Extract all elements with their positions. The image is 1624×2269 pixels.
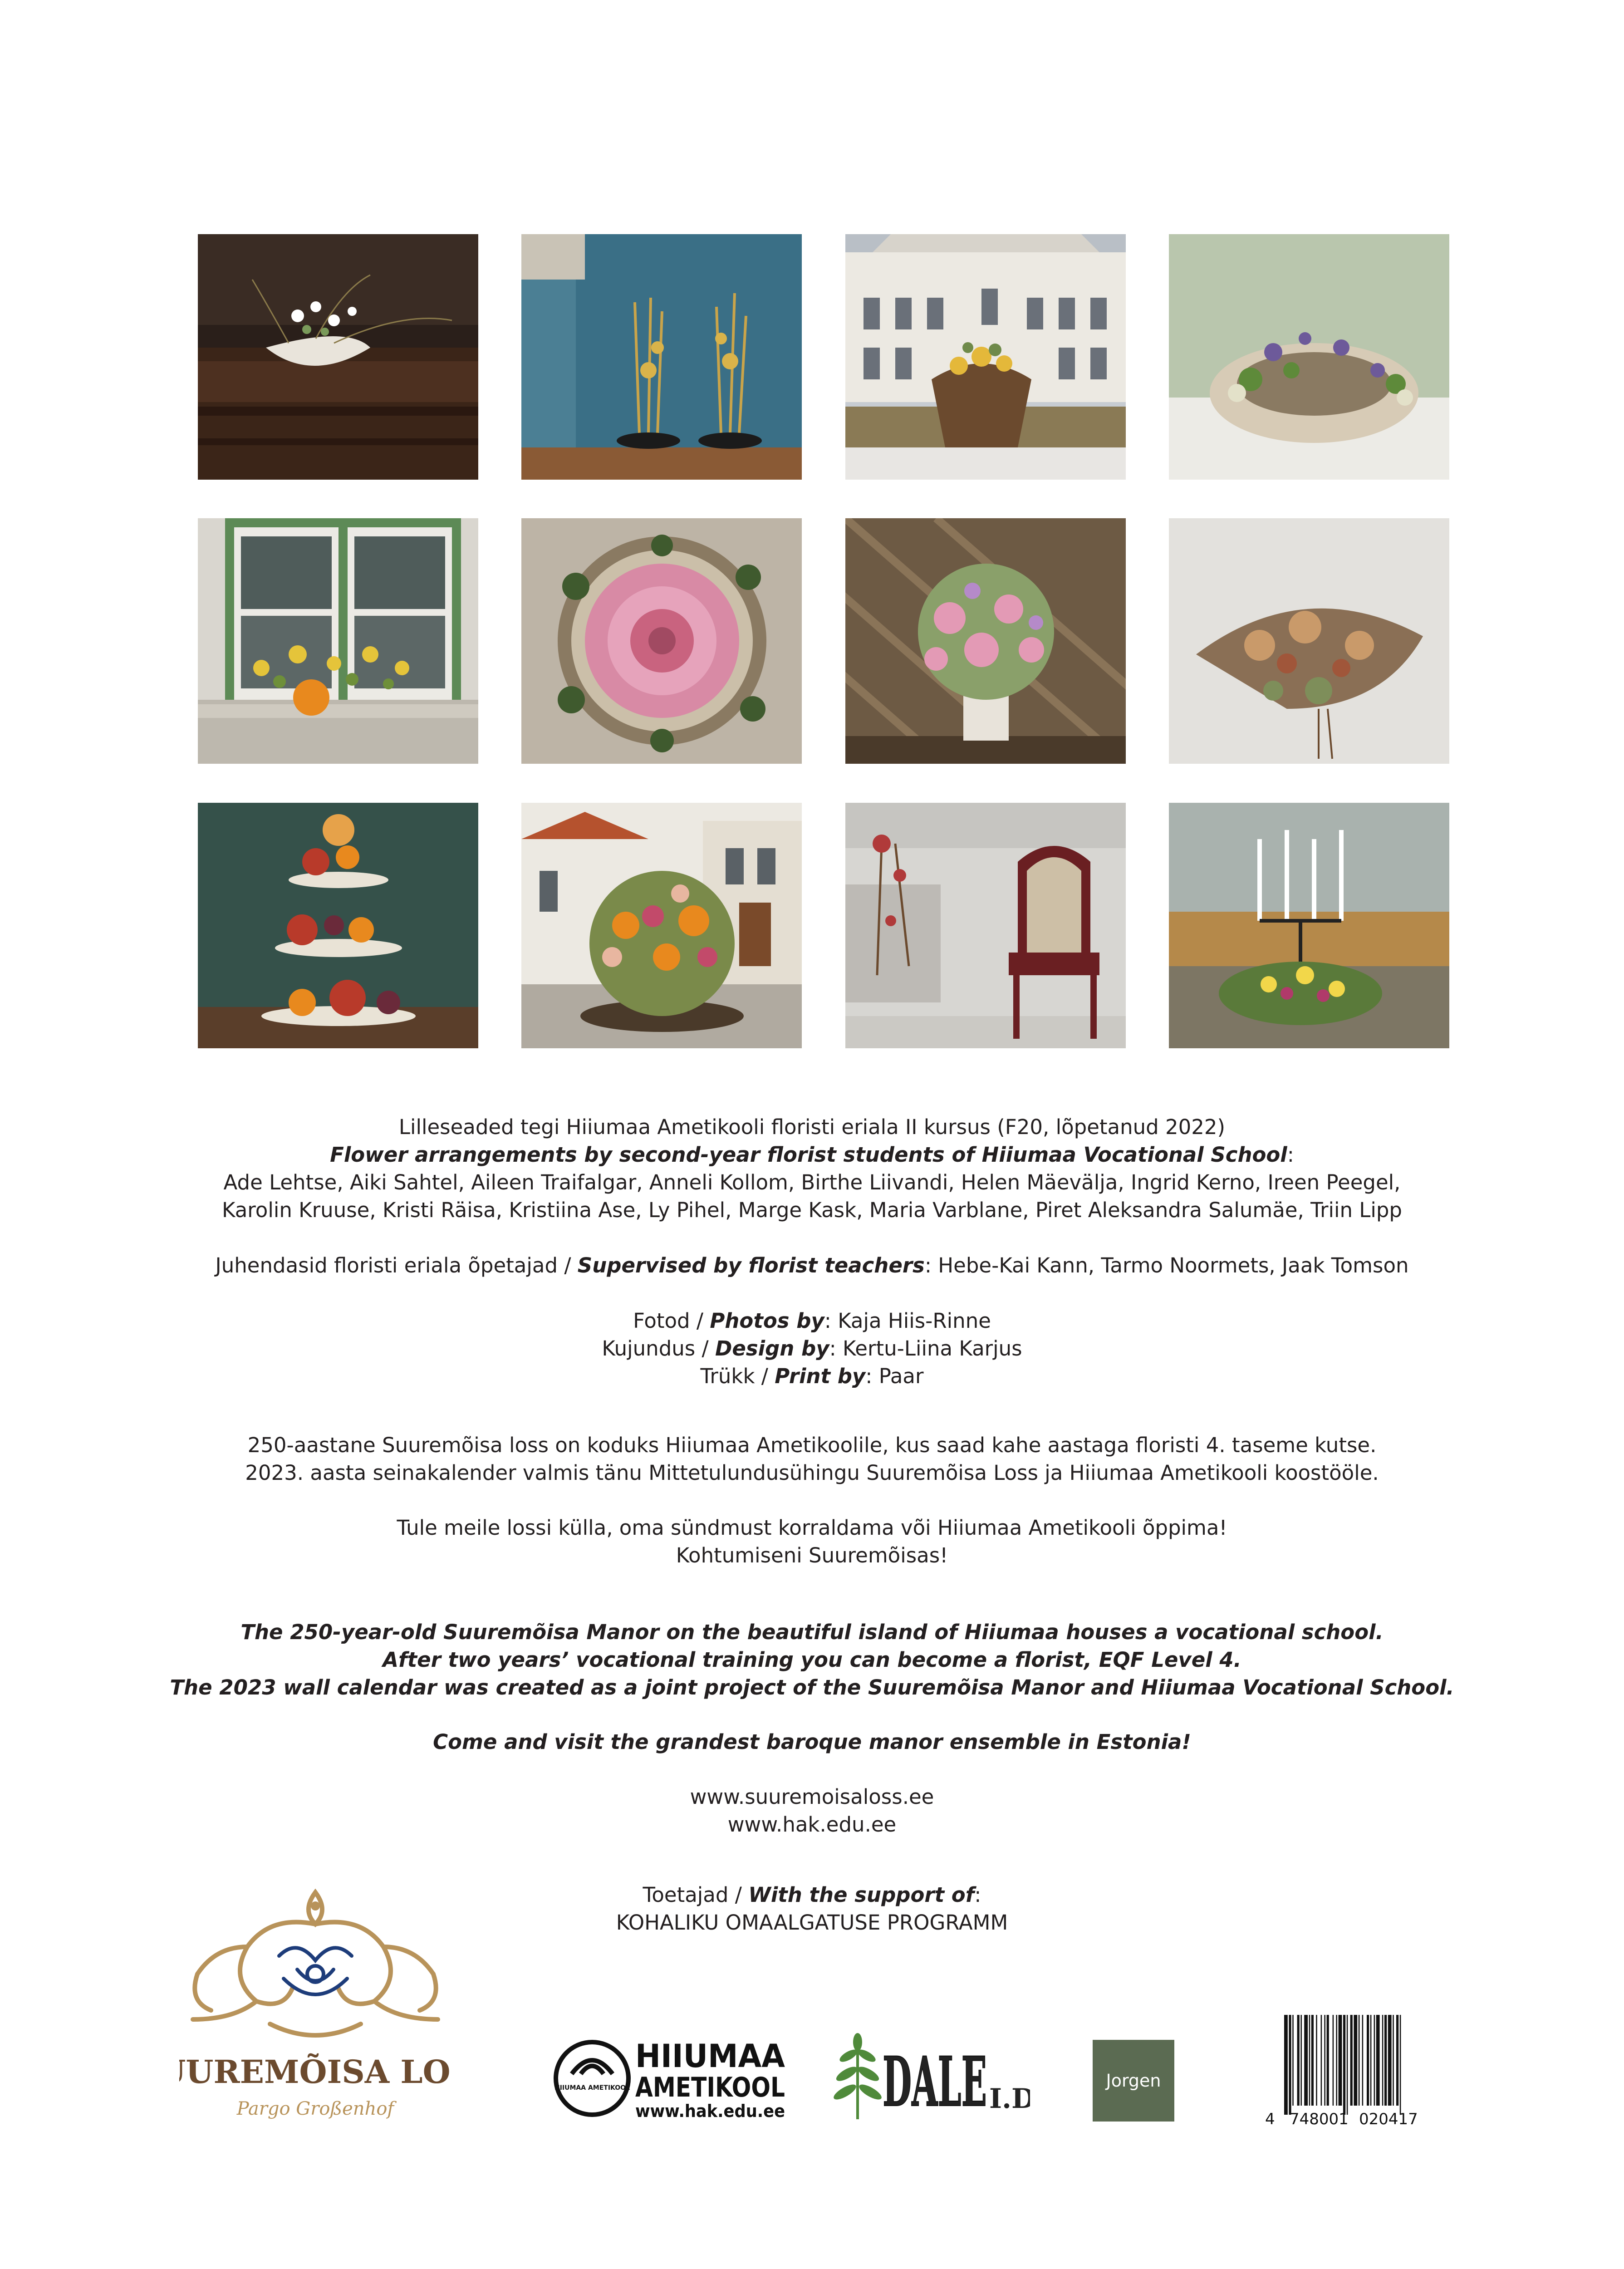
suuremoisa-logo-text: UREMÕISA LO (186, 2053, 451, 2091)
about-estonian: 250-aastane Suuremõisa loss on koduks Hiiumaa Ametikoolile, kus saad kahe aastaga floristi 4. taseme kutse. 2023. aasta seinakalender valmis tänu Mittetulundusühingu Suuremõisa Loss ja Hiiumaa Ametikooli koostööle. (245, 1433, 1379, 1485)
photo-8 (1169, 518, 1449, 764)
barcode-bar (1321, 2015, 1322, 2106)
barcode-bar (1362, 2015, 1364, 2106)
design-by-line: Kujundus / Design by: Kertu-Liina Karjus (602, 1336, 1022, 1360)
support-block: Toetajad / With the support of: KOHALIKU OMAALGATUSE PROGRAMM (0, 1881, 1624, 1936)
photo-12 (1169, 803, 1449, 1048)
hak-ring-text: HIIUMAA AMETIKOOL (554, 2084, 630, 2092)
barcode-bar (1354, 2015, 1357, 2106)
suuremoisa-loss-logo (179, 1874, 451, 2128)
support-program: KOHALIKU OMAALGATUSE PROGRAMM (616, 1910, 1008, 1935)
barcode-bar (1382, 2015, 1384, 2106)
barcode-bar (1393, 2015, 1394, 2106)
suuremoisa-logo-script: Pargo Großenhof (236, 2098, 394, 2119)
hak-logo-line2: AMETIKOOL (635, 2072, 785, 2103)
barcode-bar (1284, 2015, 1288, 2115)
barcode-bar (1339, 2015, 1342, 2106)
link-hak[interactable]: www.hak.edu.ee (727, 1812, 897, 1837)
barcode-digits-2: 748001 (1290, 2110, 1349, 2128)
jorgen-logo (1093, 2040, 1174, 2122)
invitation-estonian: Tule meile lossi külla, oma sündmust korraldama või Hiiumaa Ametikooli õppima! Kohtumiseni Suuremõisas! (397, 1516, 1227, 1567)
jorgen-logo-text: Jorgen (1106, 2071, 1161, 2091)
dale-logo-text: DALE (883, 2042, 987, 2122)
barcode-bar (1367, 2015, 1369, 2106)
barcode-bar (1388, 2015, 1392, 2106)
students-line-1: Ade Lehtse, Aiki Sahtel, Aileen Traifalgar, Anneli Kollom, Birthe Liivandi, Helen Mäevälja, Ingrid Kerno, Ireen Peegel, (223, 1170, 1401, 1194)
photo-grid (0, 0, 1624, 1048)
website-links (0, 1783, 1624, 1838)
credits-english-line: Flower arrangements by second-year florist students of Hiiumaa Vocational School: (330, 1143, 1294, 1167)
barcode-bar (1359, 2015, 1360, 2106)
barcode-bar (1343, 2015, 1345, 2115)
students-line-2: Karolin Kruuse, Kristi Räisa, Kristiina Ase, Ly Pihel, Marge Kask, Maria Varblane, Piret Aleksandra Salumäe, Triin Lipp (222, 1198, 1402, 1222)
hiiumaa-ametikool-logo (554, 2033, 790, 2124)
barcode-bar (1304, 2015, 1308, 2106)
about-english: The 250-year-old Suuremõisa Manor on the beautiful island of Hiiumaa houses a vocational school. After two years’ vocational training you can become a florist, EQF Level 4. The 2023 wall calendar was created as a joint project of the Suuremõisa Manor and Hiiumaa Vocational School. (170, 1620, 1454, 1699)
barcode-digits-3: 020417 (1359, 2110, 1418, 2128)
barcode-bar (1309, 2015, 1310, 2106)
photo-4 (1169, 234, 1449, 480)
photo-1 (198, 234, 478, 480)
barcode-digit-1: 4 (1265, 2110, 1275, 2128)
photo-9 (198, 803, 478, 1048)
barcode-bar (1370, 2015, 1372, 2106)
dale-logo (830, 2028, 1030, 2124)
barcode-bar (1333, 2015, 1334, 2106)
barcode-bar (1384, 2015, 1387, 2106)
photo-10 (521, 803, 802, 1048)
invitation-english: Come and visit the grandest baroque manor ensemble in Estonia! (433, 1730, 1191, 1754)
barcode-bar (1289, 2015, 1291, 2115)
production-credits (0, 1307, 1624, 1390)
barcode-bar (1327, 2015, 1329, 2106)
hak-logo-url: www.hak.edu.ee (635, 2101, 785, 2121)
photo-2 (521, 234, 802, 480)
dale-logo-suffix: I.D (989, 2083, 1030, 2115)
barcode-bar (1350, 2015, 1353, 2106)
barcode-bar (1292, 2015, 1294, 2106)
barcode-bar (1400, 2015, 1401, 2115)
barcode-bar (1336, 2015, 1337, 2106)
barcode-bar (1374, 2015, 1375, 2106)
teachers-line: Juhendasid floristi eriala õpetajad / Supervised by florist teachers: Hebe-Kai Kann, Tarmo Noormets, Jaak Tomson (215, 1253, 1409, 1277)
hak-logo-line1: HIIUMAA (635, 2038, 785, 2075)
barcode-bar (1300, 2015, 1302, 2106)
photo-11 (845, 803, 1126, 1048)
barcode-bar (1324, 2015, 1325, 2106)
print-by-line: Trükk / Print by: Paar (700, 1364, 924, 1388)
barcode-bar (1396, 2015, 1398, 2106)
barcode-bar (1376, 2015, 1380, 2106)
credits-block (0, 1113, 1624, 1224)
photo-6 (521, 518, 802, 764)
barcode-bar (1311, 2015, 1314, 2106)
barcode-bar (1297, 2015, 1300, 2106)
photo-3 (845, 234, 1126, 480)
barcode-bar (1316, 2015, 1317, 2106)
link-suuremoisaloss[interactable]: www.suuremoisaloss.ee (690, 1785, 934, 1809)
barcode-bar (1347, 2015, 1348, 2115)
credits-estonian-line: Lilleseaded tegi Hiiumaa Ametikooli floristi eriala II kursus (F20, lõpetanud 2022) (398, 1115, 1226, 1139)
photo-5 (198, 518, 478, 764)
photo-7 (845, 518, 1126, 764)
photos-by-line: Fotod / Photos by: Kaja Hiis-Rinne (633, 1309, 991, 1333)
